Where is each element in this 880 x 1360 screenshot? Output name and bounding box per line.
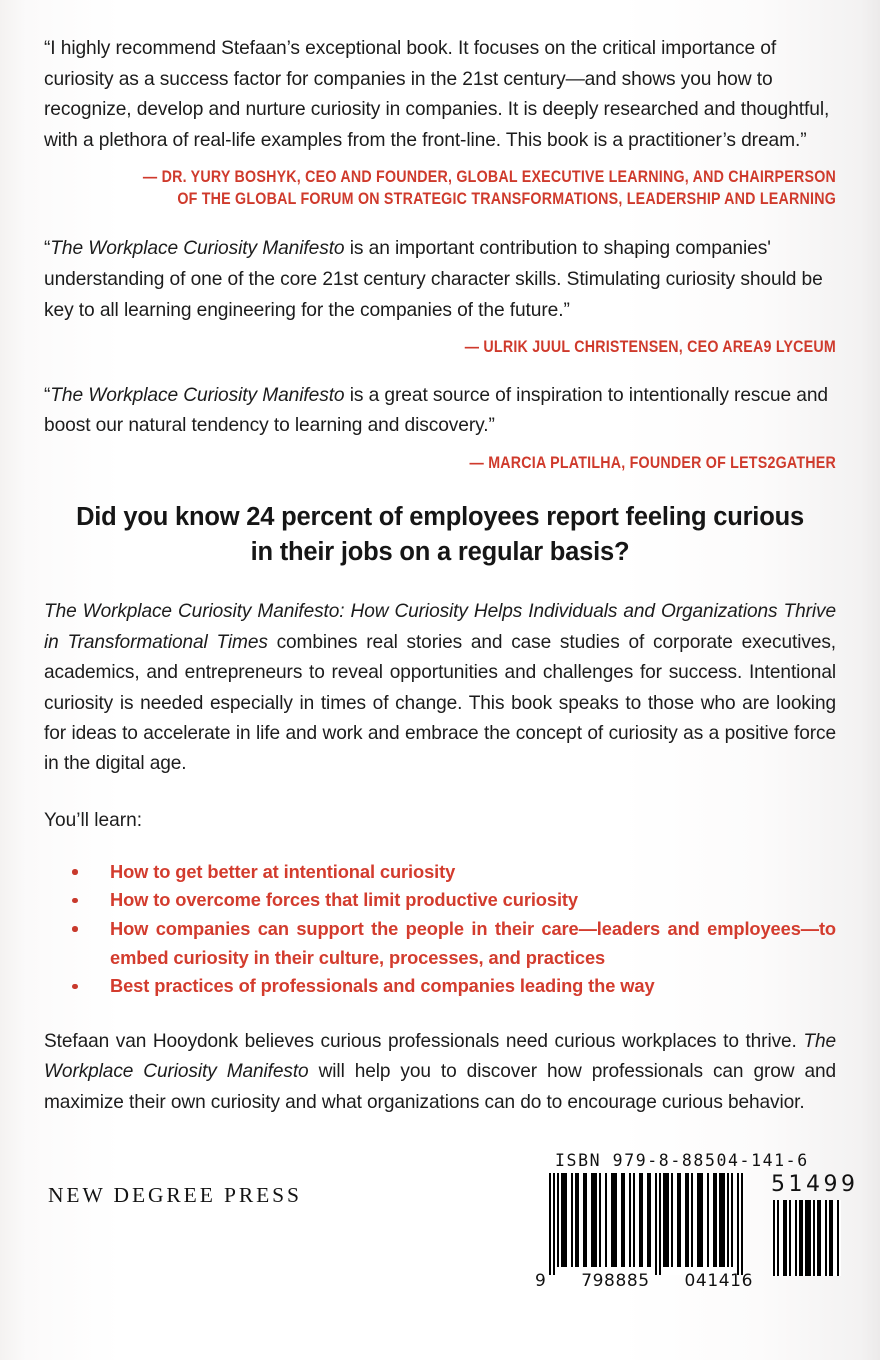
testimonial-3-quote [44,381,836,442]
barcode-addon [771,1172,859,1281]
ean-left-digit: 9 [535,1271,547,1291]
book-description [44,597,836,779]
book-title-italic: The Workplace Curiosity Manifesto [50,238,345,260]
barcode-zone [531,1151,859,1291]
addon-digits: 51499 [771,1172,859,1197]
spacer [44,210,836,234]
publisher-logo: NEW DEGREE PRESS [48,1183,302,1207]
headline-question: Did you know 24 percent of employees report feeling curious in their jobs on a regular basis? [76,503,804,567]
isbn-text: ISBN 979-8-88504-141-6 [555,1151,809,1170]
ean13-barcode [541,1173,745,1275]
barcode-bars-row [531,1172,859,1291]
list-item: Best practices of professionals and companies leading the way [72,972,836,1001]
cover-footer [0,1135,880,1360]
testimonial-1-attribution: — DR. YURY BOSHYK, CEO AND FOUNDER, GLOBAL EXECUTIVE LEARNING, AND CHAIRPERSON OF THE GLOBAL FORUM ON STRATEGIC TRANSFORMATIONS, LEADERSHIP AND LEARNING [142,168,837,208]
book-full-title-italic: The Workplace Curiosity Manifesto: How Curiosity Helps Individuals and Organizations Thrive in Transformational Times [44,601,836,653]
learn-list [44,858,836,1001]
cover-content [44,34,836,1118]
testimonial-2-quote-rest: is an important contribution to shaping companies' understanding of one of the core 21st century character skills. Stimulating curiosity should be key to all learning engineering for the companies of the future.” [44,238,823,321]
learn-label: You’ll learn: [44,809,143,831]
testimonial-2-quote [44,234,836,326]
ean5-addon-barcode [771,1200,841,1276]
book-title-italic: The Workplace Curiosity Manifesto [44,1030,836,1083]
testimonial-2-attribution: — ULRIK JUUL CHRISTENSEN, CEO AREA9 LYCEUM [464,338,836,357]
list-item: How to get better at intentional curiosity [72,858,836,887]
testimonial-3-attribution: — MARCIA PLATILHA, FOUNDER OF LETS2GATHER [469,453,836,472]
list-item: How to overcome forces that limit productive curiosity [72,886,836,915]
closing-paragraph [44,1027,836,1118]
testimonial-3-quote-rest: is a great source of inspiration to intentionally rescue and boost our natural tendency to learning and discovery.” [44,384,828,437]
ean-group-1: 798885 [581,1271,650,1291]
testimonial-1-quote: “I highly recommend Stefaan’s exceptional book. It focuses on the critical importance of curiosity as a success factor for companies in the 21st century—and shows you how to recognize, develop and nurture curiosity in companies. It is deeply researched and thoughtful, with a plethora of real-life examples from the front-line. This book is a practitioner’s dream.” [44,38,830,151]
quote-open-mark: “ [44,238,51,260]
ean13-digits [535,1271,753,1291]
quote-open-mark: “ [44,384,51,406]
testimonial-1 [44,34,836,210]
book-description-rest: combines real stories and case studies of corporate executives, academics, and entrepreneurs to reveal opportunities and challenges for success. Intentional curiosity is needed especially in times of change. This book speaks to those who are looking for ideas to accelerate in life and work and embrace the concept of curiosity as a positive force in the digital age. [44,631,836,775]
spacer [44,359,836,381]
list-item: How companies can support the people in their care—leaders and employees—to embed curiosity in their culture, processes, and practices [72,915,836,972]
testimonial-2 [44,234,836,358]
closing-lead: Stefaan van Hooydonk believes curious professionals need curious workplaces to thrive. [44,1030,804,1052]
book-title-italic: The Workplace Curiosity Manifesto [50,384,345,406]
testimonial-3 [44,381,836,475]
closing-rest: will help you to discover how professionals can grow and maximize their own curiosity and what organizations can do to encourage curious behavior. [44,1061,837,1113]
ean-group-2: 041416 [684,1271,753,1291]
